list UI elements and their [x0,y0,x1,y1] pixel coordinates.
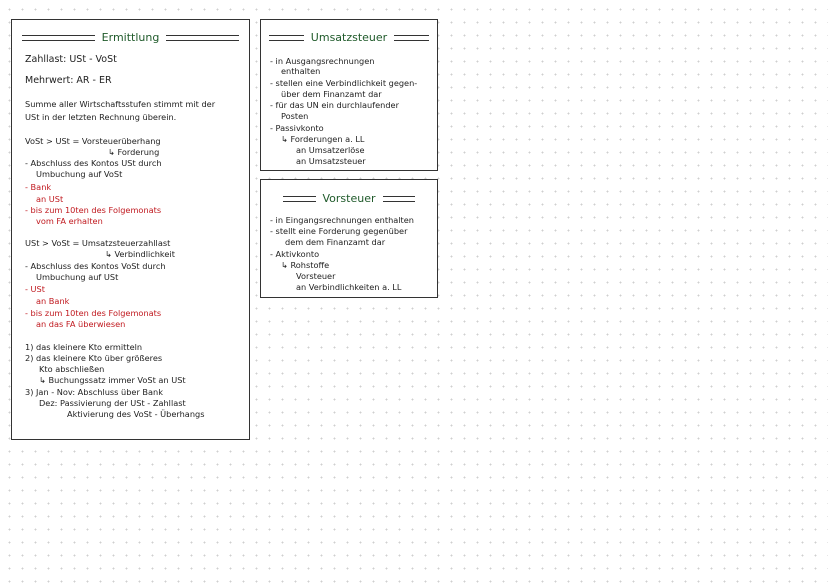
vost-line-6: an USt [36,194,64,204]
title-rule-right [166,35,239,41]
umsatzsteuer-card [260,19,438,171]
summe-line-1: Summe aller Wirtschaftsstufen stimmt mit der [25,99,216,109]
vost-line-5: - Bank [25,182,52,192]
vost-line-3: - Abschluss des Kontos USt durch [25,158,162,168]
vost-line-4: Umbuchung auf VoSt [36,169,123,179]
ust-def-line-3: - stellen eine Verbindlichkeit gegen- [270,78,418,88]
ust-def-line-8: ↳ Forderungen a. LL [281,134,365,144]
vost-def-line-2: - stellt eine Forderung gegenüber [270,226,408,236]
vorsteuer-header [261,192,437,205]
ermittlung-title: Ermittlung [101,31,160,44]
vost-def-line-1: - in Eingangsrechnungen enthalten [270,215,414,225]
vorsteuer-title: Vorsteuer [322,192,376,205]
step-line-4: ↳ Buchungssatz immer VoSt an USt [39,375,186,385]
ermittlung-card [11,19,250,440]
title-rule-left [283,196,316,202]
ust-line-7: - bis zum 10ten des Folgemonats [25,308,162,318]
vost-line-1: VoSt > USt = Vorsteuerüberhang [25,136,161,146]
ust-def-line-6: Posten [281,111,309,121]
vost-def-line-5: ↳ Rohstoffe [281,260,330,270]
ust-def-line-2: enthalten [281,66,321,76]
step-line-2: 2) das kleinere Kto über größeres [25,353,163,363]
title-rule-left [269,35,304,41]
title-rule-left [22,35,95,41]
step-line-1: 1) das kleinere Kto ermitteln [25,342,143,352]
ust-line-5: - USt [25,284,45,294]
vost-def-line-4: - Aktivkonto [270,249,320,259]
step-line-5: 3) Jan - Nov: Abschluss über Bank [25,387,163,397]
step-line-3: Kto abschließen [39,364,105,374]
title-rule-right [383,196,416,202]
ust-line-8: an das FA überwiesen [36,319,126,329]
vost-line-2: ↳ Forderung [108,147,160,157]
ust-line-6: an Bank [36,296,70,306]
title-rule-right [394,35,429,41]
ust-line-2: ↳ Verbindlichkeit [105,249,175,259]
ust-line-4: Umbuchung auf USt [36,272,119,282]
zahllast-formula: Zahllast: USt - VoSt [25,54,117,65]
ust-def-line-1: - in Ausgangsrechnungen [270,56,375,66]
vost-def-line-7: an Verbindlichkeiten a. LL [296,282,402,292]
ust-def-line-7: - Passivkonto [270,123,324,133]
step-line-6: Dez: Passivierung der USt - Zahllast [39,398,186,408]
ust-def-line-5: - für das UN ein durchlaufender [270,100,399,110]
vost-def-line-3: dem dem Finanzamt dar [285,237,386,247]
ust-line-3: - Abschluss des Kontos VoSt durch [25,261,166,271]
umsatzsteuer-header [261,31,437,44]
step-line-7: Aktivierung des VoSt - Überhangs [67,409,205,419]
ermittlung-header [12,31,249,44]
ust-def-line-9: an Umsatzerlöse [296,145,365,155]
summe-line-2: USt in der letzten Rechnung überein. [25,112,177,122]
vost-line-7: - bis zum 10ten des Folgemonats [25,205,162,215]
vorsteuer-card [260,179,438,298]
umsatzsteuer-title: Umsatzsteuer [310,31,388,44]
ust-def-line-10: an Umsatzsteuer [296,156,366,166]
vost-line-8: vom FA erhalten [36,216,103,226]
vost-def-line-6: Vorsteuer [296,271,336,281]
mehrwert-formula: Mehrwert: AR - ER [25,75,112,86]
ust-line-1: USt > VoSt = Umsatzsteuerzahllast [25,238,171,248]
ust-def-line-4: über dem Finanzamt dar [281,89,382,99]
